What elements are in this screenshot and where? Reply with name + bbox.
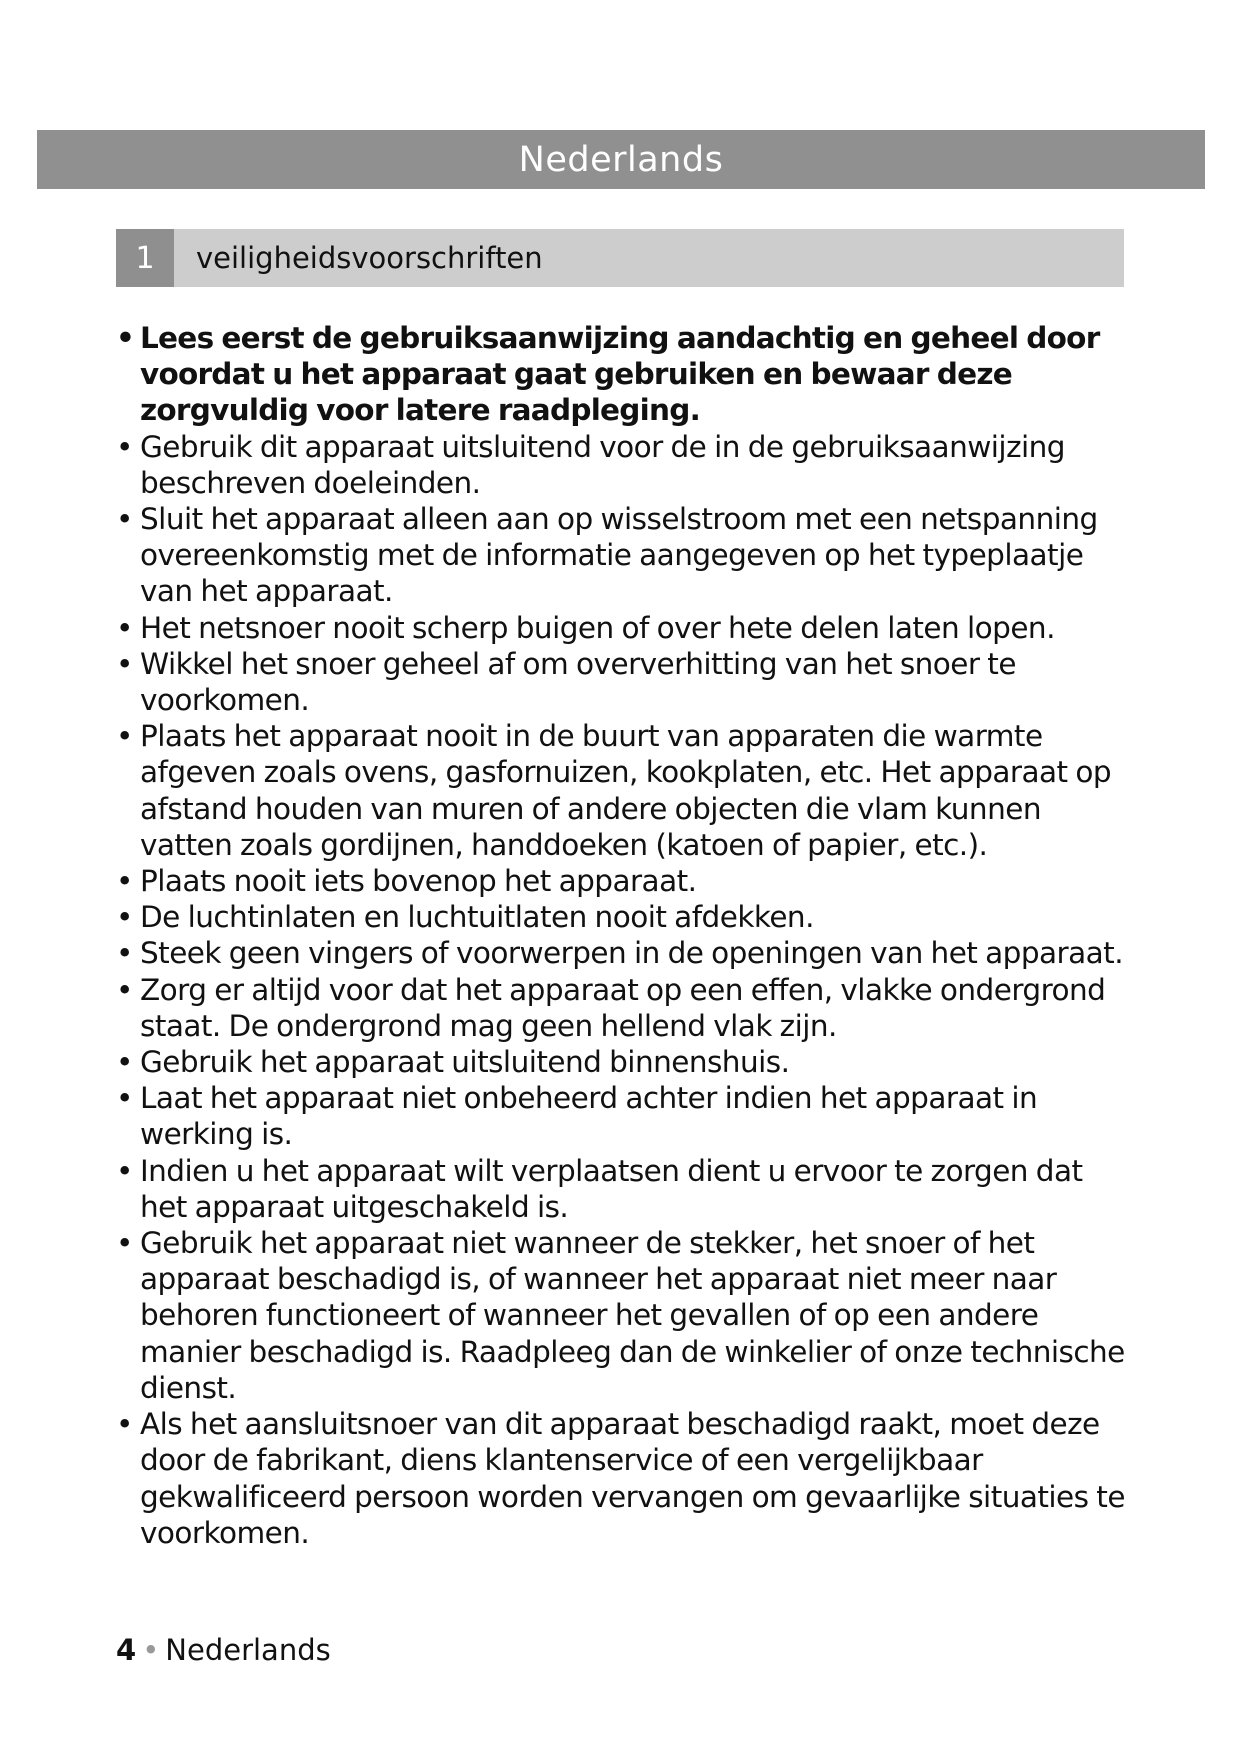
instruction-item: • Steek geen vingers of voorwerpen in de openingen van het apparaat.: [116, 935, 1126, 971]
instruction-item: • Wikkel het snoer geheel af om oververhitting van het snoer te voorkomen.: [116, 646, 1126, 718]
instruction-item: • Gebruik het apparaat uitsluitend binnenshuis.: [116, 1044, 1126, 1080]
instruction-item: • Sluit het apparaat alleen aan op wisselstroom met een netspanning overeenkomstig met de informatie aangegeven op het typeplaatje van het apparaat.: [116, 501, 1126, 610]
instruction-item: • Zorg er altijd voor dat het apparaat op een effen, vlakke ondergrond staat. De ondergrond mag geen hellend vlak zijn.: [116, 972, 1126, 1044]
intro-instruction: • Lees eerst de gebruiksaanwijzing aandachtig en geheel door voordat u het apparaat gaat gebruiken en bewaar deze zorgvuldig voor latere raadpleging.: [116, 320, 1126, 429]
instruction-item: • Gebruik dit apparaat uitsluitend voor de in de gebruiksaanwijzing beschreven doeleinden.: [116, 429, 1126, 501]
page-footer: [116, 1633, 331, 1667]
instruction-item: • Plaats nooit iets bovenop het apparaat.: [116, 863, 1126, 899]
section-number: 1: [116, 229, 174, 287]
language-banner: [37, 130, 1205, 189]
instruction-item: • De luchtinlaten en luchtuitlaten nooit afdekken.: [116, 899, 1126, 935]
footer-language: Nederlands: [165, 1633, 331, 1667]
instruction-item: • Indien u het apparaat wilt verplaatsen dient u ervoor te zorgen dat het apparaat uitgeschakeld is.: [116, 1153, 1126, 1225]
instruction-item: • Laat het apparaat niet onbeheerd achter indien het apparaat in werking is.: [116, 1080, 1126, 1152]
section-title: veiligheidsvoorschriften: [196, 241, 543, 275]
footer-separator: •: [142, 1633, 160, 1667]
language-title: Nederlands: [518, 139, 724, 180]
instruction-item: • Het netsnoer nooit scherp buigen of over hete delen laten lopen.: [116, 610, 1126, 646]
instruction-item: • Als het aansluitsnoer van dit apparaat beschadigd raakt, moet deze door de fabrikant, diens klantenservice of een vergelijkbaar gekwalificeerd persoon worden vervangen om gevaarlijke situaties te voorkomen.: [116, 1406, 1126, 1551]
instruction-item: • Plaats het apparaat nooit in de buurt van apparaten die warmte afgeven zoals ovens, gasfornuizen, kookplaten, etc. Het apparaat op afstand houden van muren of andere objecten die vlam kunnen vatten zoals gordijnen, handdoeken (katoen of papier, etc.).: [116, 718, 1126, 863]
instruction-item: • Gebruik het apparaat niet wanneer de stekker, het snoer of het apparaat beschadigd is, of wanneer het apparaat niet meer naar behoren functioneert of wanneer het gevallen of op een andere manier beschadigd is. Raadpleeg dan de winkelier of onze technische dienst.: [116, 1225, 1126, 1406]
page-number: 4: [116, 1633, 137, 1667]
safety-instructions-list: [116, 320, 1126, 1551]
section-header: [116, 229, 1124, 287]
